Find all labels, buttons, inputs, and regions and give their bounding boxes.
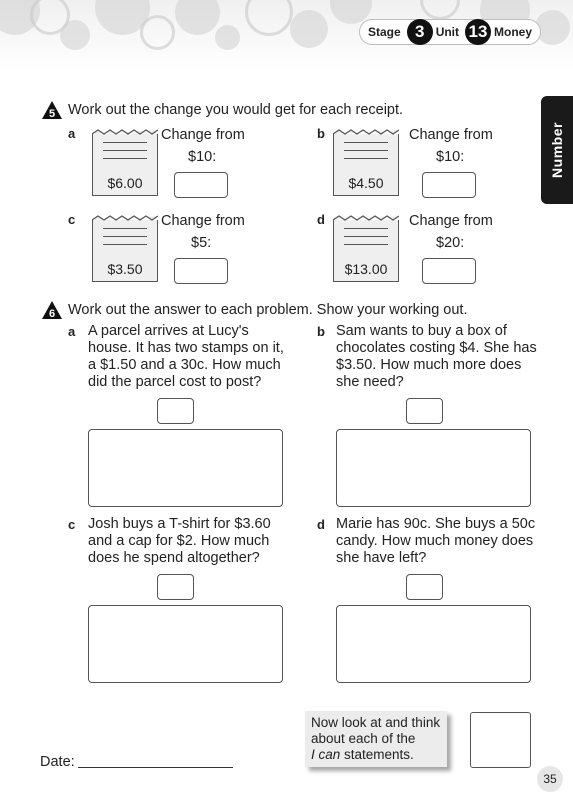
change-from-amount: $5:	[191, 235, 212, 251]
change-label: Change from	[409, 213, 493, 229]
svg-text:5: 5	[48, 108, 56, 120]
change-label: Change from	[161, 127, 245, 143]
item-letter: a	[68, 126, 76, 141]
topic-label: Money	[494, 25, 533, 39]
problem-letter: a	[68, 324, 76, 339]
answer-box[interactable]	[406, 398, 443, 424]
receipt-amount: $13.00	[344, 261, 388, 277]
change-from-amount: $10:	[188, 149, 217, 165]
i-can-box[interactable]	[470, 712, 531, 768]
decor-bubble	[60, 20, 90, 50]
question-5-badge-icon	[41, 100, 63, 120]
question-5-instruction: Work out the change you would get for each receipt.	[68, 102, 404, 118]
stage-label: Stage	[368, 25, 401, 39]
working-box[interactable]	[88, 429, 283, 507]
working-box[interactable]	[336, 605, 531, 683]
item-letter: c	[68, 212, 76, 227]
change-label: Change from	[409, 127, 493, 143]
answer-box[interactable]	[174, 172, 228, 198]
item-letter: d	[317, 212, 325, 227]
receipt-amount: $4.50	[348, 175, 384, 191]
unit-label: Unit	[435, 25, 460, 39]
change-label: Change from	[161, 213, 245, 229]
problem-letter: d	[317, 517, 325, 532]
question-6-badge-icon	[41, 300, 63, 320]
working-box[interactable]	[336, 429, 531, 507]
answer-box[interactable]	[174, 258, 228, 284]
problem-text: Sam wants to buy a box of chocolates costing $4. She has $3.50. How much more does she need?	[336, 323, 537, 390]
section-tab-label: Number	[549, 122, 565, 178]
receipt-amount: $6.00	[107, 175, 143, 191]
answer-box[interactable]	[157, 398, 194, 424]
stage-number: 3	[407, 19, 433, 45]
change-from-amount: $20:	[436, 235, 465, 251]
receipt-icon	[333, 220, 399, 282]
answer-box[interactable]	[406, 574, 443, 600]
receipt-icon	[92, 220, 158, 282]
section-tab	[541, 96, 573, 204]
decor-bubble	[420, 0, 460, 20]
svg-text:6: 6	[48, 308, 56, 320]
receipt-icon	[92, 134, 158, 196]
problem-text: Marie has 90c. She buys a 50c candy. How much money does she have left?	[336, 516, 536, 566]
i-can-note: Now look at and think about each of the I can statements.	[305, 711, 447, 767]
unit-number: 13	[465, 19, 491, 45]
date-label: Date:	[40, 754, 75, 770]
decor-bubble	[140, 15, 175, 50]
receipt-amount: $3.50	[107, 261, 143, 277]
answer-box[interactable]	[422, 258, 476, 284]
stage-unit-pill	[360, 20, 540, 44]
working-box[interactable]	[88, 605, 283, 683]
answer-box[interactable]	[422, 172, 476, 198]
decor-bubble	[245, 0, 293, 36]
decor-bubble	[215, 25, 240, 50]
item-letter: b	[317, 126, 325, 141]
problem-letter: c	[68, 517, 76, 532]
change-from-amount: $10:	[436, 149, 465, 165]
answer-box[interactable]	[157, 574, 194, 600]
question-6-instruction: Work out the answer to each problem. Show your working out.	[68, 302, 468, 318]
problem-text: A parcel arrives at Lucy's house. It has two stamps on it, a $1.50 and a 30c. How much did the parcel cost to post?	[88, 323, 284, 390]
date-input-line[interactable]	[78, 767, 233, 768]
problem-text: Josh buys a T-shirt for $3.60 and a cap for $2. How much does he spend altogether?	[88, 516, 271, 566]
decor-bubble	[175, 0, 220, 35]
problem-letter: b	[317, 324, 325, 339]
page-number: 35	[537, 766, 563, 792]
decor-bubble	[535, 10, 570, 45]
receipt-icon	[333, 134, 399, 196]
decor-bubble	[290, 10, 328, 48]
